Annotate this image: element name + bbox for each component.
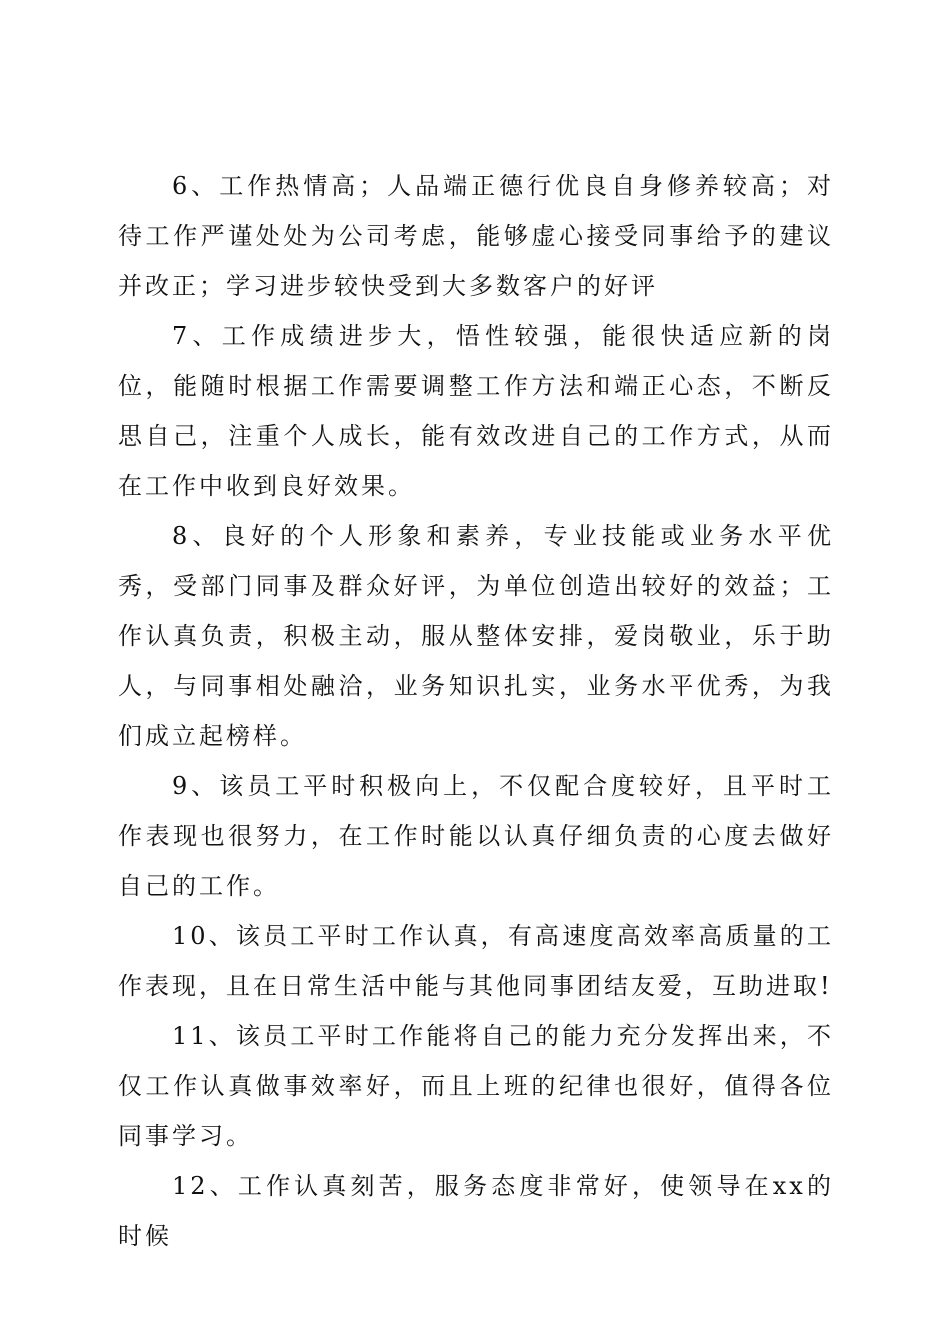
paragraph-6: 6、工作热情高；人品端正德行优良自身修养较高；对待工作严谨处处为公司考虑，能够虚心接受同事给予的建议并改正；学习进步较快受到大多数客户的好评 bbox=[118, 172, 834, 300]
paragraph-8: 8、良好的个人形象和素养，专业技能或业务水平优秀，受部门同事及群众好评，为单位创造出较好的效益；工作认真负责，积极主动，服从整体安排，爱岗敬业，乐于助人，与同事相处融洽，业务知识扎实，业务水平优秀，为我们成立起榜样。 bbox=[118, 522, 834, 750]
paragraph-10: 10、该员工平时工作认真，有高速度高效率高质量的工作表现，且在日常生活中能与其他同事团结友爱，互助进取! bbox=[118, 922, 834, 1000]
paragraph-9: 9、该员工平时积极向上，不仅配合度较好，且平时工作表现也很努力，在工作时能以认真仔细负责的心度去做好自己的工作。 bbox=[118, 772, 834, 900]
document-body bbox=[118, 161, 834, 1261]
paragraph-7: 7、工作成绩进步大，悟性较强，能很快适应新的岗位，能随时根据工作需要调整工作方法和端正心态，不断反思自己，注重个人成长，能有效改进自己的工作方式，从而在工作中收到良好效果。 bbox=[118, 322, 834, 500]
paragraph-12: 12、工作认真刻苦，服务态度非常好，使领导在xx的时候 bbox=[118, 1172, 834, 1250]
paragraph-11: 11、该员工平时工作能将自己的能力充分发挥出来，不仅工作认真做事效率好，而且上班的纪律也很好，值得各位同事学习。 bbox=[118, 1022, 834, 1150]
